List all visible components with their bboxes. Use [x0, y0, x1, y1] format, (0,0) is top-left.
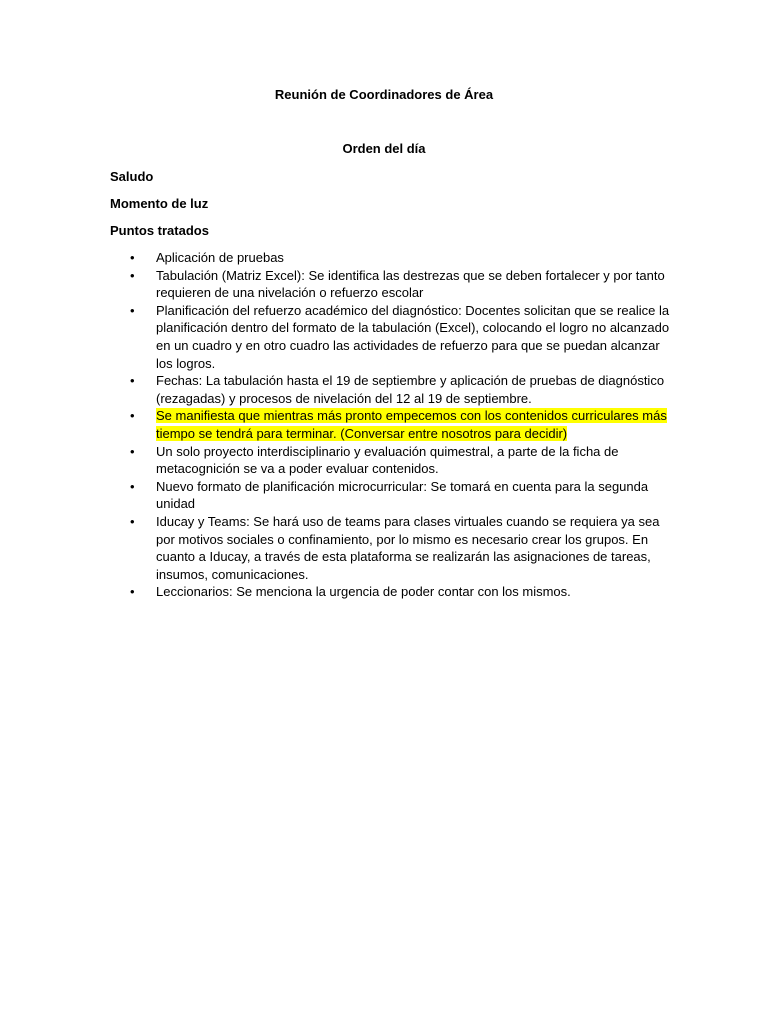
bullet-icon: • [130, 513, 135, 529]
list-item-text: Planificación del refuerzo académico del diagnóstico: Docentes solicitan que se realice la planificación dentro del formato de la tabulación (Excel), colocando el logro no alcanzado en un cuadro y en otro cuadro las actividades de refuerzo para que se puedan alcanzar los logros. [156, 302, 670, 371]
agenda-heading: Orden del día [342, 141, 426, 156]
list-item-text: Leccionarios: Se menciona la urgencia de poder contar con los mismos. [156, 584, 571, 600]
list-item-highlighted [110, 407, 670, 442]
section-points: Puntos tratados [110, 223, 209, 238]
bullet-icon: • [130, 584, 135, 600]
list-item-text: Fechas: La tabulación hasta el 19 de septiembre y aplicación de pruebas de diagnóstico (rezagadas) y procesos de nivelación del 12 al 19 de septiembre. [156, 373, 665, 406]
highlighted-text: Se manifiesta que mientras más pronto empecemos con los contenidos curriculares más tiempo se tendrá para terminar. (Conversar entre nosotros para decidir) [156, 408, 667, 441]
bullet-icon: • [130, 443, 135, 459]
list-item-text: Aplicación de pruebas [156, 250, 284, 265]
list-item [110, 583, 670, 601]
bullet-icon: • [130, 267, 135, 283]
list-item [110, 478, 670, 513]
bullet-icon: • [130, 302, 135, 318]
bullet-icon: • [130, 408, 135, 424]
bullet-icon: • [130, 478, 135, 494]
list-item-text: Un solo proyecto interdisciplinario y evaluación quimestral, a parte de la ficha de metacognición se va a poder evaluar contenidos. [156, 443, 619, 477]
list-item [110, 443, 670, 478]
points-list [110, 249, 670, 601]
list-item-text: Iducay y Teams: Se hará uso de teams para clases virtuales cuando se requiera ya sea por motivos sociales o confinamiento, por lo mismo es necesario crear los grupos. En cuanto a Iducay, a través de esta plataforma se realizarán las asignaciones de tareas, insumos, comunicaciones. [156, 513, 660, 582]
section-light-moment: Momento de luz [110, 196, 209, 211]
list-item [110, 372, 670, 407]
section-greeting: Saludo [110, 169, 154, 184]
list-item [110, 513, 670, 583]
bullet-icon: • [130, 373, 135, 389]
list-item [110, 302, 670, 372]
list-item [110, 249, 670, 267]
list-item [110, 267, 670, 302]
document-title: Reunión de Coordinadores de Área [274, 87, 494, 102]
list-item-text: Tabulación (Matriz Excel): Se identifica las destrezas que se deben fortalecer y por tanto requieren de una nivelación o refuerzo escolar [156, 267, 665, 301]
list-item-text: Nuevo formato de planificación microcurricular: Se tomará en cuenta para la segunda unidad [156, 478, 649, 512]
bullet-icon: • [130, 250, 135, 265]
